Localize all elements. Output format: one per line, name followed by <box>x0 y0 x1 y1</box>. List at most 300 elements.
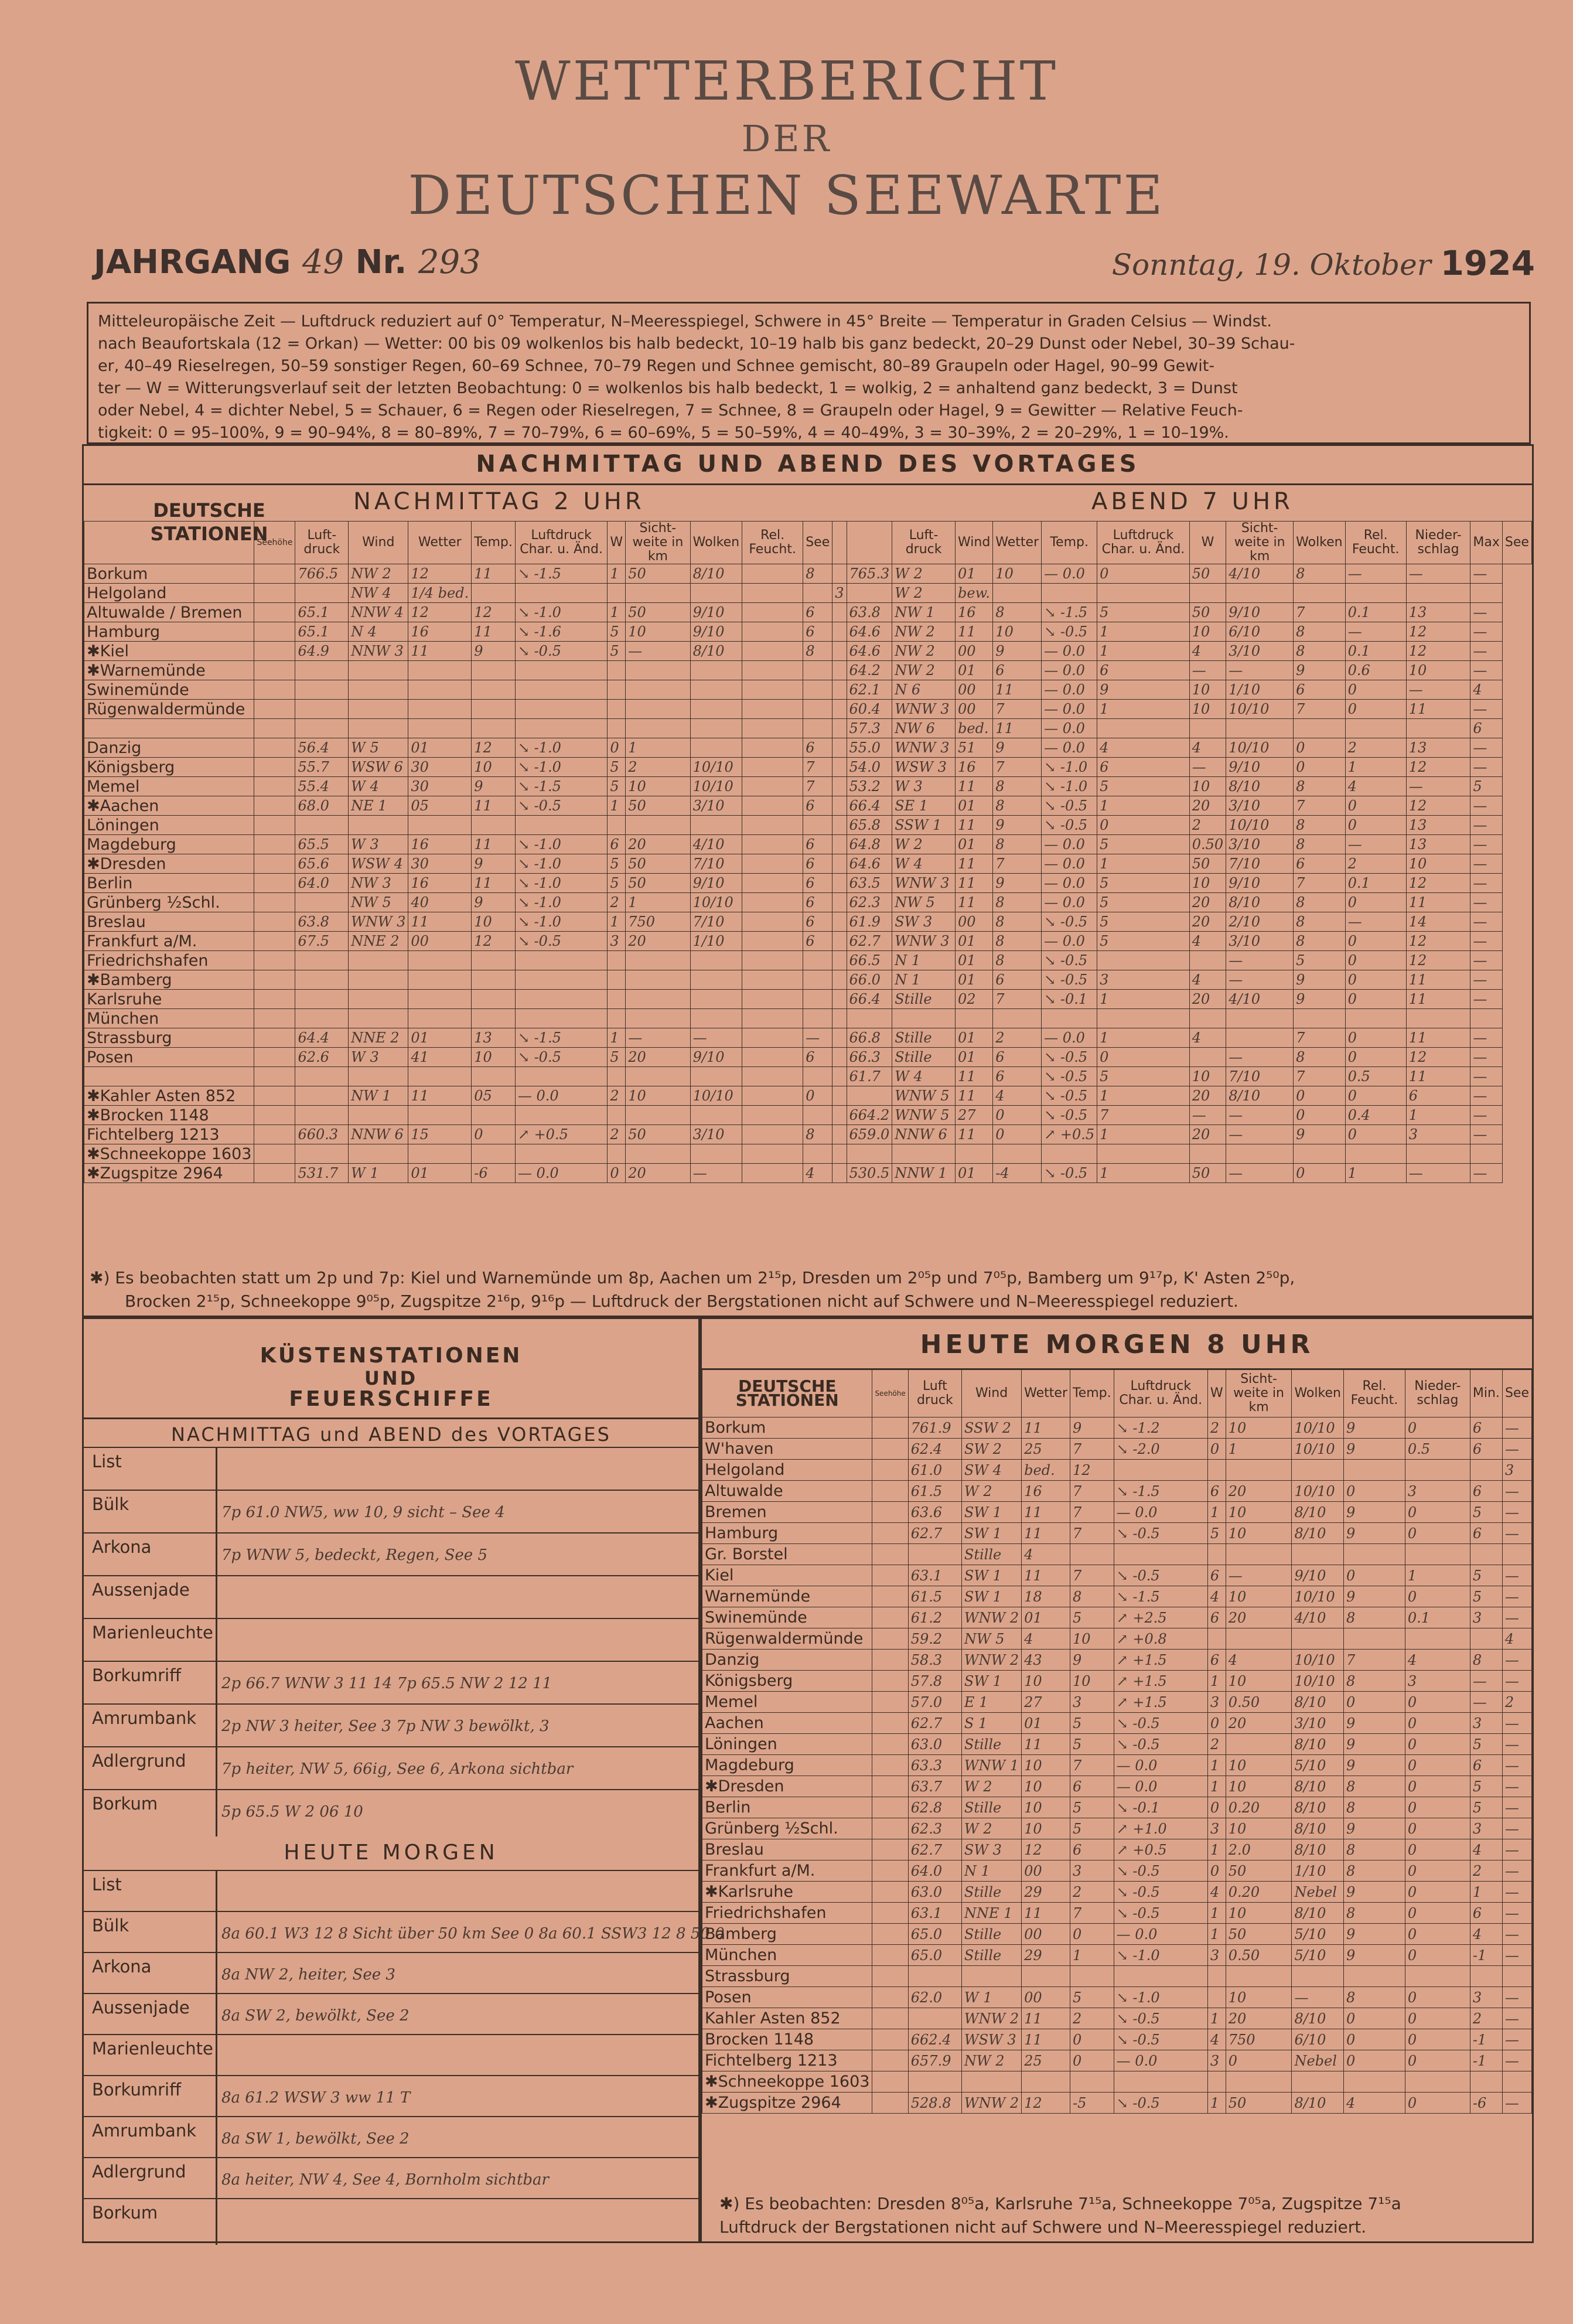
coast-row <box>84 1952 698 1994</box>
morning-value: 01 <box>1022 1713 1070 1734</box>
pm-col-header: See <box>803 522 832 564</box>
table-row <box>702 1565 1532 1586</box>
station-name: Borkum <box>84 564 254 584</box>
ev-value: — 0.0 <box>1042 874 1097 893</box>
table-row <box>84 1164 1532 1183</box>
table-row <box>84 912 1532 932</box>
seehoehe-cell <box>254 932 295 951</box>
morning-value <box>1226 1734 1292 1755</box>
ev-value: 1 <box>1097 1086 1190 1106</box>
pm-value: 6 <box>803 932 832 951</box>
morning-value: ↗ +1.5 <box>1114 1650 1207 1671</box>
ev-value: 12 <box>1406 932 1470 951</box>
ev-value: 11 <box>1406 990 1470 1009</box>
ev-value: 00 <box>956 680 993 700</box>
ev-value: ↘ -0.5 <box>1042 622 1097 642</box>
morning-value: 0 <box>1405 2093 1470 2114</box>
morning-value: 4 <box>1022 1628 1070 1650</box>
table-row <box>84 1067 1532 1086</box>
ev-value: — <box>1470 1028 1502 1048</box>
pm-value: 10/10 <box>690 1086 742 1106</box>
pm-see-value <box>832 1067 847 1086</box>
pm-value <box>803 1067 832 1086</box>
ev-value: 20 <box>1189 1125 1226 1144</box>
morning-value: 43 <box>1022 1650 1070 1671</box>
morning-value: 9/10 <box>1292 1565 1343 1586</box>
morning-value: 8 <box>1343 1776 1405 1797</box>
ev-value: 01 <box>956 564 993 584</box>
pm-value <box>472 970 516 990</box>
morning-value: W 2 <box>961 1818 1021 1839</box>
morning-value: 5 <box>1470 1586 1502 1607</box>
pm-value <box>742 951 803 970</box>
morning-value: 0 <box>1207 1860 1226 1882</box>
ev-value: — 0.0 <box>1042 854 1097 874</box>
pm-value: 9/10 <box>690 622 742 642</box>
ev-value: 0 <box>1345 1125 1406 1144</box>
ev-value: 5 <box>1097 932 1190 951</box>
morning-value: ↘ -0.5 <box>1114 1713 1207 1734</box>
ev-value: WNW 5 <box>892 1106 956 1125</box>
pm-value: NW 5 <box>349 893 408 912</box>
table-row <box>84 680 1532 700</box>
morning-value: 63.0 <box>908 1734 961 1755</box>
pm-value: 1 <box>626 738 690 758</box>
ev-value <box>956 1144 993 1164</box>
morning-value: 63.1 <box>908 1565 961 1586</box>
pm-value <box>742 835 803 854</box>
morning-value: ↗ +0.8 <box>1114 1628 1207 1650</box>
coast-station-report: 7p 61.0 NW5, ww 10, 9 sicht – See 4 <box>221 1504 505 1521</box>
ev-value: 13 <box>1406 835 1470 854</box>
ev-value: 5 <box>1470 777 1502 796</box>
pm-value: 50 <box>626 874 690 893</box>
pm-value <box>742 1048 803 1067</box>
pm-value: ↘ -1.5 <box>515 564 608 584</box>
pm-value <box>349 680 408 700</box>
coast-morgen-title: HEUTE MORGEN <box>284 1841 499 1865</box>
pm-value: 9/10 <box>690 874 742 893</box>
morning-value: ↗ +1.0 <box>1114 1818 1207 1839</box>
morning-value <box>1343 1628 1405 1650</box>
ev-value: 60.4 <box>847 700 892 719</box>
ev-value: 9/10 <box>1226 758 1294 777</box>
seehoehe-cell <box>872 1607 908 1628</box>
ev-value: 0 <box>1097 816 1190 835</box>
morning-value: 2 <box>1070 2008 1114 2029</box>
table-row <box>702 1650 1532 1671</box>
pm-value: ↘ -0.5 <box>515 1048 608 1067</box>
coast-row <box>84 1618 698 1662</box>
table-row <box>702 1439 1532 1460</box>
pm-value: 11 <box>472 622 516 642</box>
seehoehe-cell <box>254 661 295 680</box>
ev-value <box>1406 719 1470 738</box>
pm-value <box>515 816 608 835</box>
ev-col-header: Sicht-weite in km <box>1226 522 1294 564</box>
morning-value: 10 <box>1226 1818 1292 1839</box>
morning-value: 1 <box>1470 1882 1502 1903</box>
pm-value: 50 <box>626 854 690 874</box>
pm-value <box>408 1067 472 1086</box>
morning-col-header: Temp. <box>1070 1370 1114 1417</box>
morning-value: — <box>1502 1523 1531 1544</box>
ev-value: 4 <box>1189 642 1226 661</box>
ev-value: 3/10 <box>1226 835 1294 854</box>
pm-value: 2 <box>626 758 690 777</box>
ev-value: 13 <box>1406 603 1470 622</box>
ev-value: 0 <box>993 1106 1042 1125</box>
ev-value: 2/10 <box>1226 912 1294 932</box>
morning-value: 63.6 <box>908 1502 961 1523</box>
morning-value: 10/10 <box>1292 1671 1343 1692</box>
ev-value: WNW 5 <box>892 1086 956 1106</box>
station-name: Hamburg <box>84 622 254 642</box>
pm-value <box>742 584 803 603</box>
station-name: Königsberg <box>84 758 254 777</box>
pm-value: 8/10 <box>690 642 742 661</box>
ev-value <box>1226 1028 1294 1048</box>
morning-value: — <box>1226 1565 1292 1586</box>
pm-value: NW 1 <box>349 1086 408 1106</box>
pm-value <box>690 1144 742 1164</box>
pm-value <box>690 719 742 738</box>
ev-value: — <box>1406 564 1470 584</box>
ev-value: 0.4 <box>1345 1106 1406 1125</box>
morning-value <box>1470 2071 1502 2093</box>
seehoehe-cell <box>872 2071 908 2093</box>
pm-value: ↘ -1.0 <box>515 603 608 622</box>
station-name: Borkum <box>702 1417 872 1439</box>
morning-value: -6 <box>1470 2093 1502 2114</box>
ev-value: 50 <box>1189 1164 1226 1183</box>
morning-value: 1 <box>1207 1839 1226 1860</box>
station-name: ✱Warnemünde <box>84 661 254 680</box>
pm-value <box>626 700 690 719</box>
morning-value: 6 <box>1070 1776 1114 1797</box>
pm-value <box>626 584 690 603</box>
morning-col-header: Wind <box>961 1370 1021 1417</box>
morning-value: 6 <box>1470 1903 1502 1924</box>
pm-col-header: W <box>608 522 626 564</box>
morning-value: 0 <box>1405 1776 1470 1797</box>
ev-value: 11 <box>956 1125 993 1144</box>
ev-value: ↘ -0.5 <box>1042 1164 1097 1183</box>
pm-see-value <box>832 661 847 680</box>
morning-value <box>1207 1460 1226 1481</box>
ev-value: 8/10 <box>1226 777 1294 796</box>
ev-value <box>1406 1009 1470 1028</box>
seehoehe-cell <box>872 1586 908 1607</box>
morning-value: 3 <box>1070 1860 1114 1882</box>
pm-value: 56.4 <box>295 738 349 758</box>
ev-value: 0 <box>1345 990 1406 1009</box>
morning-value: 0 <box>1070 2029 1114 2050</box>
ev-value: — <box>1470 796 1502 816</box>
pm-value: 64.9 <box>295 642 349 661</box>
ev-value: 0.50 <box>1189 835 1226 854</box>
pm-value: 11 <box>408 1086 472 1106</box>
morning-value: 1 <box>1207 1755 1226 1776</box>
pm-see-value <box>832 816 847 835</box>
pm-value <box>349 951 408 970</box>
seehoehe-cell <box>872 1860 908 1882</box>
pm-value <box>742 1144 803 1164</box>
morning-value: ↘ -2.0 <box>1114 1439 1207 1460</box>
ev-value: WNW 3 <box>892 700 956 719</box>
pm-value: 12 <box>472 738 516 758</box>
table-row <box>702 1523 1532 1544</box>
pm-value: 0 <box>608 738 626 758</box>
table-row <box>84 854 1532 874</box>
station-name: Warnemünde <box>702 1586 872 1607</box>
seehoehe-cell <box>872 1734 908 1755</box>
seehoehe-cell <box>872 1882 908 1903</box>
morning-value <box>1470 1966 1502 1987</box>
morning-value: ↘ -1.5 <box>1114 1586 1207 1607</box>
weekday-date: Sonntag, 19. Oktober <box>1111 248 1431 282</box>
morning-value: 3 <box>1207 1945 1226 1966</box>
coast-row <box>84 1746 698 1790</box>
pm-value: NW 4 <box>349 584 408 603</box>
coast-row <box>84 2034 698 2076</box>
ev-value: 9 <box>1294 1125 1345 1144</box>
ev-value: 66.0 <box>847 970 892 990</box>
pm-value <box>608 680 626 700</box>
pm-value: 11 <box>472 796 516 816</box>
morning-value: WNW 2 <box>961 2093 1021 2114</box>
morning-value: ↗ +2.5 <box>1114 1607 1207 1628</box>
morning-col-header: Min. <box>1470 1370 1502 1417</box>
pm-value <box>472 1106 516 1125</box>
ev-value: 65.8 <box>847 816 892 835</box>
ev-value: 66.8 <box>847 1028 892 1048</box>
coast-station-name: Aussenjade <box>92 1998 190 2018</box>
ev-value: — 0.0 <box>1042 719 1097 738</box>
table-row <box>702 1481 1532 1502</box>
pm-value: 65.6 <box>295 854 349 874</box>
station-name: Grünberg ½Schl. <box>84 893 254 912</box>
station-name: ✱Kahler Asten 852 <box>84 1086 254 1106</box>
morning-value: 0 <box>1343 2029 1405 2050</box>
morning-value <box>1226 1460 1292 1481</box>
coast-row <box>84 1575 698 1619</box>
pm-value <box>295 970 349 990</box>
morning-value: 6 <box>1470 1439 1502 1460</box>
ev-value: 6 <box>993 1067 1042 1086</box>
ev-value: 10 <box>1189 777 1226 796</box>
coast-station-report: 8a SW 2, bewölkt, See 2 <box>221 2007 410 2025</box>
pm-value <box>626 661 690 680</box>
ev-value: 12 <box>1406 874 1470 893</box>
pm-value <box>515 990 608 1009</box>
pm-value: 4/10 <box>690 835 742 854</box>
morning-value: 0 <box>1343 1692 1405 1713</box>
pm-value <box>608 719 626 738</box>
morning-value: 00 <box>1022 1987 1070 2008</box>
morning-value: 4 <box>1502 1628 1531 1650</box>
morning-value: 0 <box>1343 1565 1405 1586</box>
pm-value: 12 <box>472 932 516 951</box>
morning-value: 29 <box>1022 1945 1070 1966</box>
pm-value <box>515 584 608 603</box>
seehoehe-cell <box>872 1502 908 1523</box>
seehoehe-cell <box>872 1755 908 1776</box>
table-row <box>702 1460 1532 1481</box>
ev-value: 11 <box>1406 970 1470 990</box>
morning-value: 59.2 <box>908 1628 961 1650</box>
ev-value: 64.2 <box>847 661 892 680</box>
morning-value: 12 <box>1022 2093 1070 2114</box>
morning-value: 5/10 <box>1292 1755 1343 1776</box>
morning-value: 0 <box>1405 1586 1470 1607</box>
table-row <box>84 603 1532 622</box>
ev-value: NW 2 <box>892 661 956 680</box>
morning-value: 4 <box>1207 2029 1226 2050</box>
pm-value: 41 <box>408 1048 472 1067</box>
coast-row <box>84 1993 698 2035</box>
ev-col-header: Max <box>1470 522 1502 564</box>
morning-value: — <box>1502 2008 1531 2029</box>
ev-value: NNW 6 <box>892 1125 956 1144</box>
table-row <box>702 1628 1532 1650</box>
pm-value: 30 <box>408 758 472 777</box>
ev-value: 10 <box>1189 680 1226 700</box>
table-row <box>84 1048 1532 1067</box>
pm-value: WSW 6 <box>349 758 408 777</box>
seehoehe-cell <box>254 912 295 932</box>
ev-value: NW 1 <box>892 603 956 622</box>
station-name: Strassburg <box>702 1966 872 1987</box>
morning-table <box>702 1369 1532 2114</box>
station-name: Swinemünde <box>84 680 254 700</box>
pm-value: 05 <box>408 796 472 816</box>
pm-value <box>408 680 472 700</box>
ev-value: 5 <box>1097 603 1190 622</box>
pm-value <box>472 1144 516 1164</box>
ev-value: 64.6 <box>847 622 892 642</box>
ev-value: 8 <box>993 796 1042 816</box>
legend-line: Mitteleuropäische Zeit — Luftdruck reduziert auf 0° Temperatur, N–Meeresspiegel, Schwere in 45° Breite — Temperatur in Graden Celsius — Windst. <box>98 312 1272 330</box>
legend-line: oder Nebel, 4 = dichter Nebel, 5 = Schauer, 6 = Regen oder Rieselregen, 7 = Schnee, 8 = Graupeln oder Hagel, 9 = Gewitter — Relative Feuch- <box>98 401 1243 420</box>
seehoehe-cell <box>872 2029 908 2050</box>
morning-value: 8 <box>1343 1671 1405 1692</box>
pm-col-header: Wolken <box>690 522 742 564</box>
ev-value: 9 <box>1097 680 1190 700</box>
pm-value: 8 <box>803 1125 832 1144</box>
morning-value: 6 <box>1207 1650 1226 1671</box>
morning-value: — <box>1502 1439 1531 1460</box>
pm-value <box>472 990 516 1009</box>
table-row <box>702 1987 1532 2008</box>
ev-value: — <box>1470 1048 1502 1067</box>
ev-value: 64.8 <box>847 835 892 854</box>
pm-value <box>608 816 626 835</box>
pm-value: 16 <box>408 622 472 642</box>
morning-value: 6 <box>1470 1755 1502 1776</box>
pm-value <box>803 680 832 700</box>
pm-value: 00 <box>408 932 472 951</box>
seehoehe-cell <box>254 1028 295 1048</box>
pm-value: -6 <box>472 1164 516 1183</box>
table-row <box>702 2008 1532 2029</box>
morning-value: 62.7 <box>908 1839 961 1860</box>
seehoehe-cell <box>254 1106 295 1125</box>
morning-value: 9 <box>1343 1734 1405 1755</box>
pm-value <box>295 1067 349 1086</box>
morning-value: 7 <box>1070 1481 1114 1502</box>
ev-value: 530.5 <box>847 1164 892 1183</box>
ev-value: 01 <box>956 951 993 970</box>
ev-value: 9 <box>993 642 1042 661</box>
station-name: Helgoland <box>84 584 254 603</box>
pm-value <box>742 816 803 835</box>
morning-value: 0 <box>1405 2029 1470 2050</box>
morning-value: W 1 <box>961 1987 1021 2008</box>
table-row <box>702 1607 1532 1628</box>
ev-value: SSW 1 <box>892 816 956 835</box>
morning-value: Nebel <box>1292 1882 1343 1903</box>
pm-value: 3 <box>608 932 626 951</box>
ev-value: 13 <box>1406 816 1470 835</box>
ev-value: — <box>1470 603 1502 622</box>
station-col-header <box>84 522 254 564</box>
morning-value: — <box>1470 1692 1502 1713</box>
ev-value: 9 <box>993 738 1042 758</box>
ev-col-header: Wetter <box>993 522 1042 564</box>
pm-see-value: 3 <box>832 584 847 603</box>
ev-value: 6 <box>1097 661 1190 680</box>
pm-value <box>742 661 803 680</box>
ev-value: 64.6 <box>847 642 892 661</box>
pm-value: 1/10 <box>690 932 742 951</box>
morning-value: E 1 <box>961 1692 1021 1713</box>
legend-line: er, 40–49 Rieselregen, 50–59 sonstiger Regen, 60–69 Schnee, 70–79 Regen und Schnee gemischt, 80–89 Graupeln oder Hagel, 90–99 Gewit- <box>98 357 1215 375</box>
station-name: Strassburg <box>84 1028 254 1048</box>
pm-value: 20 <box>626 1164 690 1183</box>
ev-value: 6 <box>993 661 1042 680</box>
ev-value: ↘ -1.5 <box>1042 603 1097 622</box>
ev-value <box>1189 584 1226 603</box>
ev-value: — 0.0 <box>1042 932 1097 951</box>
ev-value: WSW 3 <box>892 758 956 777</box>
ev-value: 01 <box>956 661 993 680</box>
pm-value <box>408 970 472 990</box>
pm-see-value <box>832 990 847 1009</box>
ev-value: 11 <box>956 1067 993 1086</box>
coast-station-name: Marienleuchte <box>92 2039 213 2059</box>
morning-col-header: Wolken <box>1292 1370 1343 1417</box>
seehoehe-cell <box>254 622 295 642</box>
ev-value: 8 <box>993 603 1042 622</box>
ev-value: 11 <box>956 854 993 874</box>
pm-value: 16 <box>408 835 472 854</box>
pm-value: ↗ +0.5 <box>515 1125 608 1144</box>
morning-value: 7 <box>1070 1439 1114 1460</box>
ev-value <box>847 584 892 603</box>
morning-value: 0.50 <box>1226 1692 1292 1713</box>
morning-value: 0 <box>1405 1523 1470 1544</box>
legend-line: ter — W = Witterungsverlauf seit der letzten Beobachtung: 0 = wolkenlos bis halb bedeckt, 1 = wolkig, 2 = anhaltend ganz bedeckt, 3 = Dunst <box>98 379 1238 397</box>
pm-value <box>608 1144 626 1164</box>
morning-value: 8/10 <box>1292 1839 1343 1860</box>
morning-value: ↘ -0.5 <box>1114 1860 1207 1882</box>
coast-row <box>84 1490 698 1534</box>
morning-value: 10/10 <box>1292 1417 1343 1439</box>
ev-value: 659.0 <box>847 1125 892 1144</box>
coast-title-feuerschiffe: FEUERSCHIFFE <box>289 1387 493 1411</box>
morning-value: 8/10 <box>1292 1903 1343 1924</box>
